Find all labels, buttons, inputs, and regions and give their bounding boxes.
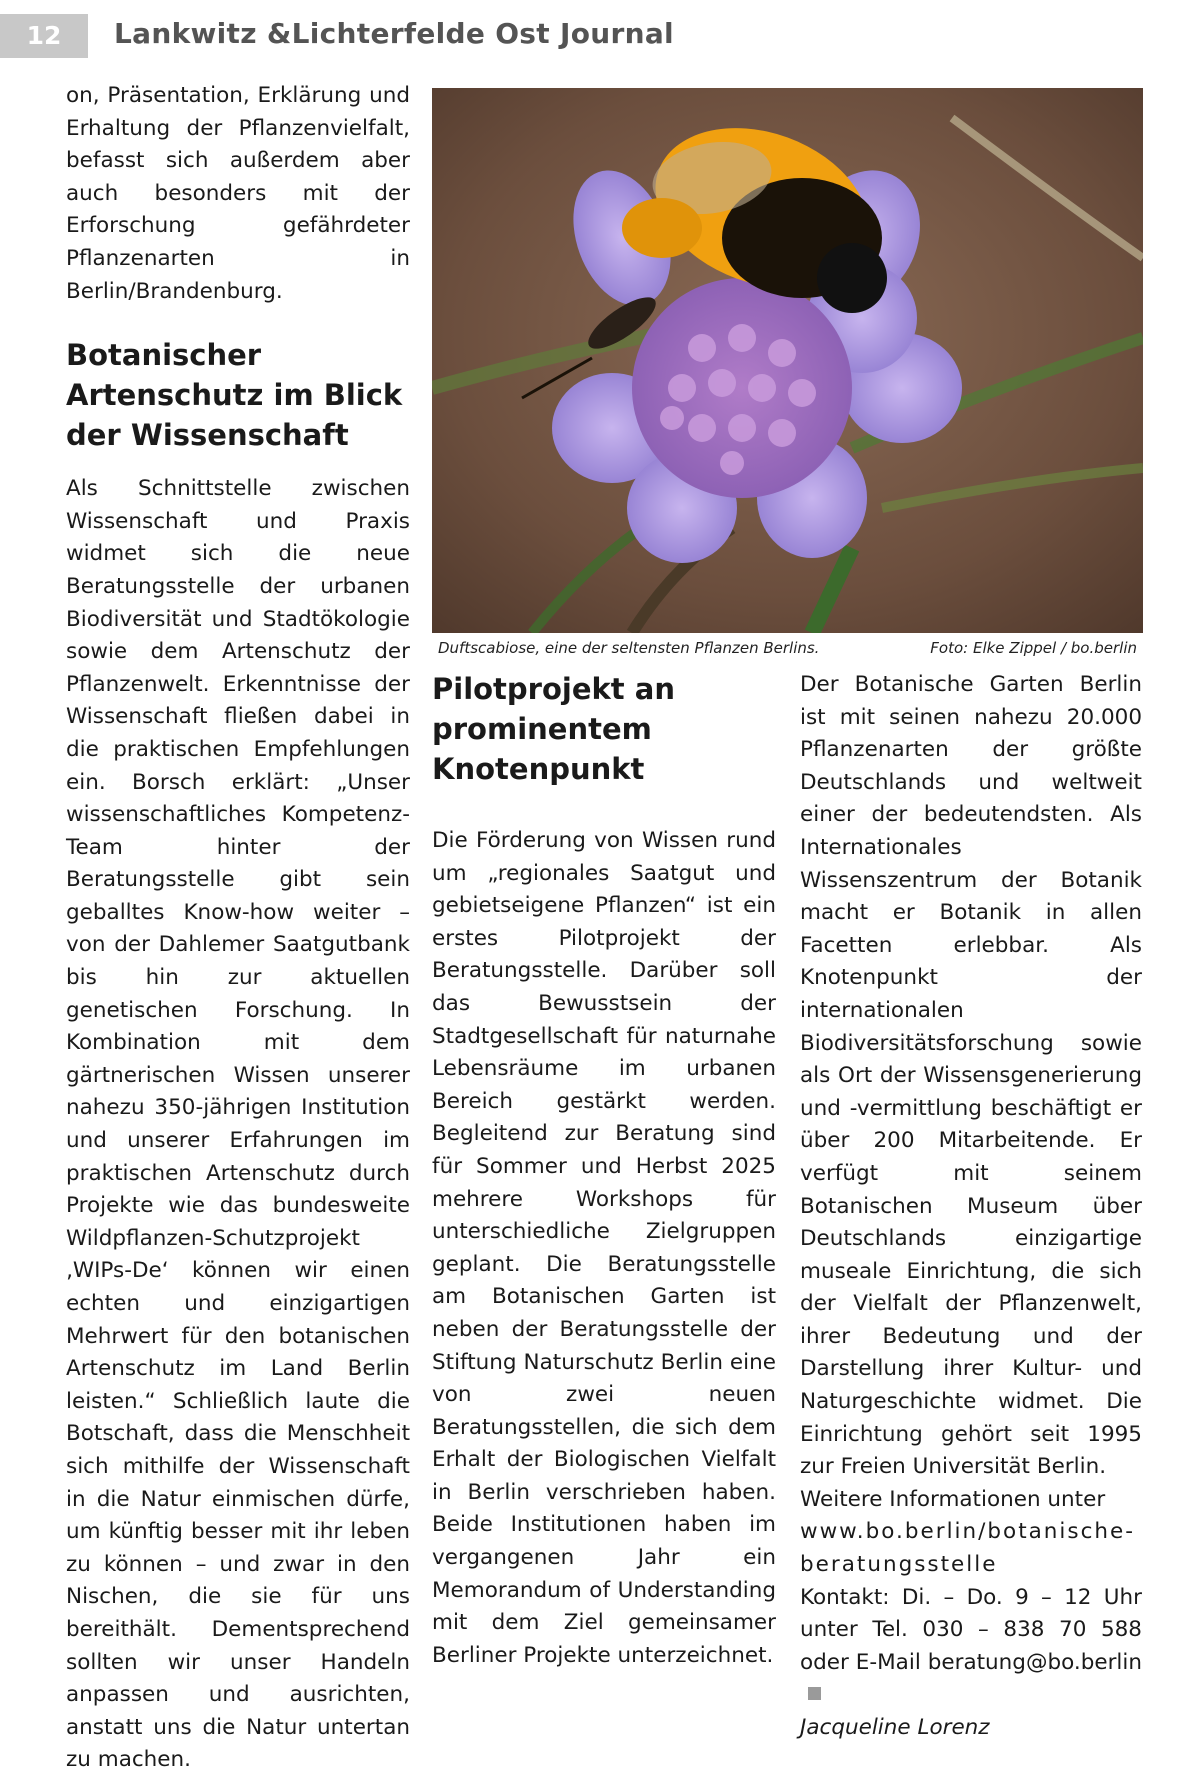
section-heading-artenschutz: Botanischer Artenschutz im Blick der Wissenschaft	[66, 338, 403, 453]
body-paragraph-artenschutz: Als Schnittstelle zwischen Wissenschaft und Praxis widmet sich die neue Beratungsstelle der urbanen Biodiversität und Stadtökologie sowie dem Artenschutz der Pflanzenwelt. Erkenntnisse der Wissenschaft fließen dabei in die praktischen Empfehlungen ein. Borsch erklärt: „Unser wissenschaftliches Kompetenz-Team hinter der Beratungsstelle gibt sein geballtes Know-how weiter – von der Dahlemer Saatgutbank bis hin zur aktuellen genetischen Forschung. In Kombination mit dem gärtnerischen Wissen unserer nahezu 350-jährigen Institution und unserer Erfahrungen im praktischen Artenschutz durch Projekte wie das bundesweite Wildpflanzen-Schutzprojekt ‚WIPs-De‘ können wir einen echten und einzigartigen Mehrwert für den botanischen Artenschutz im Land Berlin leisten.“ Schließlich laute die Botschaft, dass die Menschheit sich mithilfe der Wissenschaft in die Natur einmischen dürfe, um künftig besser mit ihr leben zu können – und zwar in den Nischen, die sie für uns bereithält. Dementsprechend sollten wir unser Handeln anpassen und ausrichten, anstatt uns die Natur untertan zu machen.	[66, 476, 410, 1773]
photo-credit: Foto: Elke Zippel / bo.berlin	[930, 639, 1137, 657]
column-right	[800, 669, 1142, 1745]
body-paragraph-botanischer-garten: Der Botanische Garten Berlin ist mit seinen nahezu 20.000 Pflanzenarten der größte Deutschlands und weltweit einer der bedeutendsten. Als Internationales Wissenszentrum der Botanik macht er Botanik in allen Facetten erlebbar. Als Knotenpunkt der internationalen Biodiversitätsforschung sowie als Ort der Wissensgenerierung und -vermittlung beschäftigt er über 200 Mitarbeitende. Er verfügt mit seinem Botanischen Museum über Deutschlands einzigartige museale Einrichtung, die sich der Vielfalt der Pflanzenwelt, ihrer Bedeutung und der Darstellung ihrer Kultur- und Naturgeschichte widmet. Die Einrichtung gehört seit 1995 zur Freien Universität Berlin.	[800, 672, 1142, 1480]
column-middle	[432, 669, 776, 1672]
photo-caption: Duftscabiose, eine der seltensten Pflanzen Berlins.	[438, 639, 820, 657]
body-paragraph-pilotprojekt: Die Förderung von Wissen rund um „regionales Saatgut und gebietseigene Pflanzen“ ist ein erstes Pilotprojekt der Beratungsstelle. Darüber soll das Bewusstsein der Stadtgesellschaft für naturnahe Lebensräume im urbanen Bereich gestärkt werden. Begleitend zur Beratung sind für Sommer und Herbst 2025 mehrere Workshops für unterschiedliche Zielgruppen geplant. Die Beratungsstelle am Botanischen Garten ist neben der Beratungsstelle der Stiftung Naturschutz Berlin eine von zwei neuen Beratungsstellen, die sich dem Erhalt der Biologischen Vielfalt in Berlin verschrieben haben. Beide Institutionen haben im vergangenen Jahr ein Memorandum of Understanding mit dem Ziel gemeinsamer Berliner Projekte unterzeichnet.	[432, 828, 776, 1668]
section-heading-pilotprojekt: Pilotprojekt an prominentem Knotenpunkt	[432, 672, 675, 786]
photo-caption-row	[432, 637, 1143, 663]
author-name: Jacqueline Lorenz	[800, 1715, 990, 1740]
column-left	[66, 80, 410, 1777]
contact-text: Kontakt: Di. – Do. 9 – 12 Uhr unter Tel. 030 – 838 70 588 oder E-Mail beratung@bo.berlin	[800, 1584, 1142, 1675]
contact-info	[800, 1582, 1142, 1712]
journal-title: Lankwitz &Lichterfelde Ost Journal	[114, 17, 674, 50]
more-info-label: Weitere Informationen unter	[800, 1486, 1106, 1512]
intro-paragraph: on, Präsentation, Erklärung und Erhaltung der Pflanzenvielfalt, befasst sich außerdem aber auch besonders mit der Erforschung gefährdeter Pflanzenarten in Berlin/Brandenburg.	[66, 83, 410, 304]
info-url: www.bo.berlin/botanische-beratungsstelle	[800, 1519, 1136, 1578]
end-square-icon	[808, 1687, 821, 1700]
page-header	[0, 0, 1200, 70]
page-number: 12	[0, 14, 88, 58]
article-photo-scabiosa-bee	[432, 88, 1143, 633]
